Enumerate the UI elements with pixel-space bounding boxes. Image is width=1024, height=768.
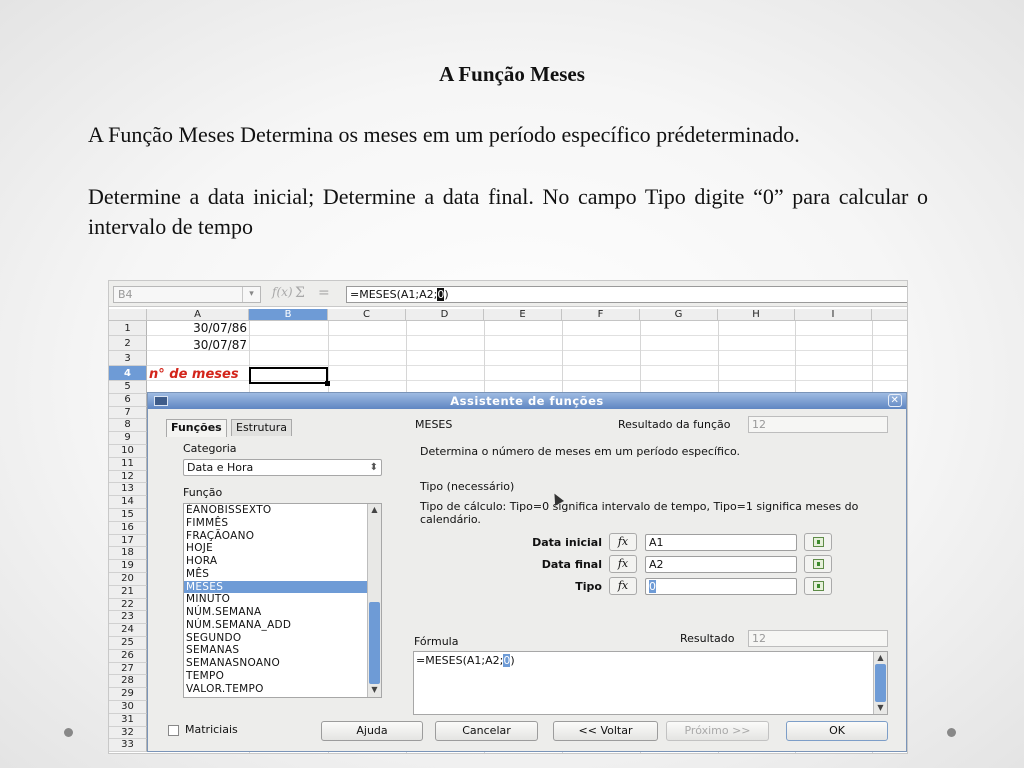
row-header-10[interactable]: 10	[109, 445, 147, 458]
row-header-31[interactable]: 31	[109, 714, 147, 727]
function-list-scroll-thumb[interactable]	[369, 602, 380, 684]
formula-textarea[interactable]	[413, 651, 888, 715]
row-header-23[interactable]: 23	[109, 611, 147, 624]
grid-row-line	[147, 350, 908, 351]
shrink-button-type[interactable]	[804, 577, 832, 595]
formula-input-prefix: =MESES(A1;A2;	[350, 288, 438, 301]
grid-row-line	[147, 335, 908, 336]
tab-structure[interactable]: Estrutura	[231, 419, 292, 436]
column-header-b[interactable]: B	[249, 309, 328, 321]
row-header-11[interactable]: 11	[109, 458, 147, 471]
help-button[interactable]: Ajuda	[321, 721, 423, 741]
cell-b4-selected[interactable]	[249, 367, 328, 384]
parameter-heading: Tipo (necessário)	[420, 480, 515, 493]
row-header-9[interactable]: 9	[109, 432, 147, 445]
row-header-16[interactable]: 16	[109, 522, 147, 535]
column-header-corner[interactable]	[109, 309, 147, 321]
formula-result-box: 12	[748, 630, 888, 647]
function-label: Função	[183, 486, 223, 499]
formula-scrollbar[interactable]	[873, 652, 887, 714]
shrink-icon	[813, 581, 824, 591]
row-header-18[interactable]: 18	[109, 547, 147, 560]
type-input-value: 0	[649, 580, 656, 593]
row-header-32[interactable]: 32	[109, 727, 147, 740]
formula-text	[416, 654, 515, 667]
cell-a4[interactable]: n° de meses	[149, 367, 239, 382]
window-icon	[154, 396, 168, 406]
function-wizard-dialog	[147, 392, 907, 752]
shrink-icon	[813, 537, 824, 547]
row-header-3[interactable]: 3	[109, 351, 147, 366]
slide-bullet-dot-right	[947, 728, 956, 737]
function-list-item[interactable]: SEGUNDO	[186, 631, 242, 644]
function-list-item[interactable]: ÉANOBISSEXTO	[186, 504, 272, 516]
dialog-titlebar[interactable]	[148, 393, 906, 409]
row-header-15[interactable]: 15	[109, 509, 147, 522]
column-header-blank[interactable]	[872, 309, 908, 321]
function-wizard-icon[interactable]: f(x)	[272, 285, 293, 299]
row-header-8[interactable]: 8	[109, 419, 147, 432]
column-header-g[interactable]: G	[640, 309, 718, 321]
formula-bar	[109, 281, 908, 307]
function-list-item[interactable]: VALOR.TEMPO	[186, 682, 264, 695]
result-label: Resultado da função	[618, 418, 731, 431]
ok-button[interactable]: OK	[786, 721, 888, 741]
name-box-dropdown-icon[interactable]: ▾	[242, 287, 260, 302]
row-header-20[interactable]: 20	[109, 573, 147, 586]
shrink-button-end-date[interactable]	[804, 555, 832, 573]
grid-row-line	[147, 365, 908, 366]
function-list-item[interactable]: FRAÇÃOANO	[186, 529, 255, 542]
function-list[interactable]	[183, 503, 382, 698]
parameter-description: Tipo de cálculo: Tipo=0 significa intervalo de tempo, Tipo=1 significa meses do calendário.	[420, 500, 859, 526]
function-name: MESES	[415, 418, 453, 431]
slide-paragraph-2: Determine a data inicial; Determine a data final. No campo Tipo digite “0” para calcular o intervalo de tempo	[88, 184, 928, 239]
row-header-24[interactable]: 24	[109, 624, 147, 637]
column-header-a[interactable]: A	[147, 309, 249, 321]
matrix-checkbox[interactable]	[168, 725, 179, 736]
arg-label-end-date: Data final	[541, 558, 602, 571]
shrink-button-start-date[interactable]	[804, 533, 832, 551]
cell-a1[interactable]: 30/07/86	[193, 321, 247, 335]
function-list-item[interactable]: MINUTO	[186, 593, 231, 606]
row-header-7[interactable]: 7	[109, 407, 147, 420]
equals-icon[interactable]: =	[318, 285, 330, 301]
shrink-icon	[813, 559, 824, 569]
select-arrows-icon: ⬍	[369, 462, 378, 473]
category-select[interactable]	[183, 459, 382, 476]
row-header-19[interactable]: 19	[109, 560, 147, 573]
type-input[interactable]	[645, 578, 797, 595]
row-header-28[interactable]: 28	[109, 675, 147, 688]
function-list-item[interactable]: MESES	[184, 581, 381, 594]
function-list-item[interactable]: SEMANAS	[186, 644, 240, 657]
formula-scroll-thumb[interactable]	[875, 664, 886, 702]
category-select-value: Data e Hora	[187, 461, 254, 474]
row-header-5[interactable]: 5	[109, 381, 147, 394]
cancel-button[interactable]: Cancelar	[435, 721, 538, 741]
slide-paragraph-1: A Função Meses Determina os meses em um período específico prédeterminado.	[88, 122, 800, 147]
row-header-29[interactable]: 29	[109, 688, 147, 701]
name-box-value: B4	[118, 288, 133, 301]
row-header-1[interactable]: 1	[109, 321, 147, 336]
function-list-item[interactable]: FIMMÊS	[186, 516, 229, 529]
row-header-22[interactable]: 22	[109, 599, 147, 612]
start-date-input[interactable]: A1	[645, 534, 797, 551]
row-header-21[interactable]: 21	[109, 586, 147, 599]
column-header-i[interactable]: I	[795, 309, 872, 321]
fx-button-type[interactable]: fx	[609, 577, 637, 595]
formula-input[interactable]	[346, 286, 908, 303]
function-list-item[interactable]: MÊS	[186, 567, 210, 580]
column-header-f[interactable]: F	[562, 309, 640, 321]
row-header-12[interactable]: 12	[109, 471, 147, 484]
column-header-d[interactable]: D	[406, 309, 484, 321]
fx-button-start-date[interactable]: fx	[609, 533, 637, 551]
close-icon[interactable]: ✕	[888, 394, 902, 407]
row-header-6[interactable]: 6	[109, 394, 147, 407]
back-button[interactable]: << Voltar	[553, 721, 658, 741]
function-result-box: 12	[748, 416, 888, 433]
formula-text-suffix: )	[510, 654, 515, 667]
formula-label: Fórmula	[414, 635, 459, 648]
sum-icon[interactable]: Σ	[295, 285, 305, 301]
tab-functions[interactable]: Funções	[166, 419, 227, 437]
row-header-13[interactable]: 13	[109, 483, 147, 496]
row-header-33[interactable]: 33	[109, 739, 147, 752]
scroll-down-icon[interactable]: ▼	[371, 685, 378, 694]
arg-label-start-date: Data inicial	[532, 536, 602, 549]
row-header-27[interactable]: 27	[109, 663, 147, 676]
scroll-down-icon[interactable]: ▼	[877, 703, 884, 712]
function-list-item[interactable]: HOJE	[186, 542, 214, 555]
slide-bullet-dot-left	[64, 728, 73, 737]
row-header-26[interactable]: 26	[109, 650, 147, 663]
row-header-25[interactable]: 25	[109, 637, 147, 650]
formula-text-prefix: =MESES(A1;A2;	[416, 654, 504, 667]
scroll-up-icon[interactable]: ▲	[371, 505, 378, 514]
function-list-item[interactable]: NÚM.SEMANA	[186, 606, 262, 618]
function-list-item[interactable]: HORA	[186, 555, 218, 567]
formula-text-cursor: 0	[503, 654, 511, 667]
scroll-up-icon[interactable]: ▲	[877, 653, 884, 662]
name-box[interactable]	[113, 286, 261, 303]
dialog-title: Assistente de funções	[450, 394, 604, 408]
column-header-e[interactable]: E	[484, 309, 562, 321]
matrix-label: Matriciais	[185, 723, 238, 736]
next-button[interactable]: Próximo >>	[666, 721, 769, 741]
column-header-c[interactable]: C	[328, 309, 406, 321]
row-header-14[interactable]: 14	[109, 496, 147, 509]
fx-button-end-date[interactable]: fx	[609, 555, 637, 573]
category-label: Categoria	[183, 442, 237, 455]
function-list-item[interactable]: TEMPO	[186, 669, 225, 682]
row-header-4[interactable]: 4	[109, 366, 147, 381]
column-header-h[interactable]: H	[718, 309, 795, 321]
formula-input-suffix: )	[444, 288, 449, 301]
end-date-input[interactable]: A2	[645, 556, 797, 573]
formula-input-cursor: 0	[437, 288, 445, 301]
function-list-item[interactable]: SEMANASNOANO	[186, 657, 281, 669]
slide-title: A Função Meses	[439, 62, 585, 86]
row-header-2[interactable]: 2	[109, 336, 147, 351]
row-header-30[interactable]: 30	[109, 701, 147, 714]
row-header-17[interactable]: 17	[109, 535, 147, 548]
cell-a2[interactable]: 30/07/87	[193, 338, 247, 352]
function-list-scrollbar[interactable]	[367, 504, 381, 697]
arg-label-type: Tipo	[575, 580, 602, 593]
formula-result-label: Resultado	[680, 632, 735, 645]
function-description: Determina o número de meses em um período específico.	[420, 445, 741, 458]
function-list-item[interactable]: NÚM.SEMANA_ADD	[186, 618, 292, 631]
function-list-items	[184, 504, 381, 695]
